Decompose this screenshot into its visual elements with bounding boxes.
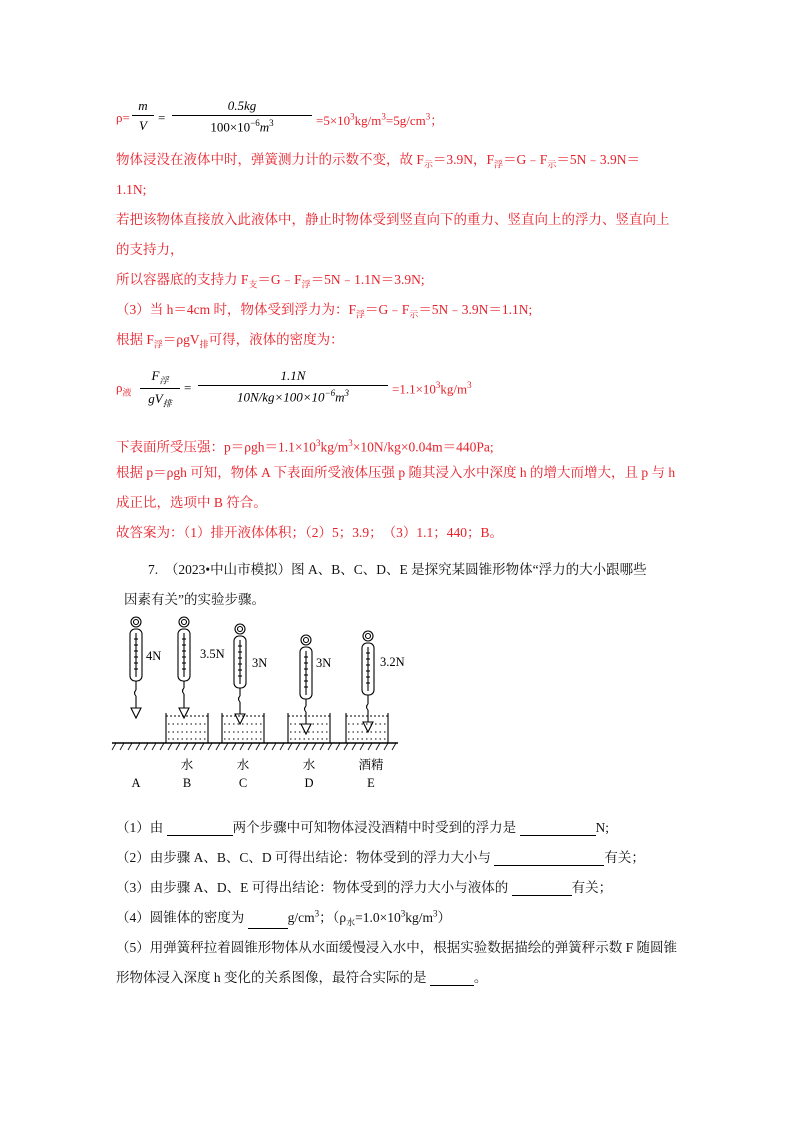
reading-c: 3N <box>252 656 268 670</box>
pressure-line: 下表面所受压强：$p=\rho gh=1.1\times 10^3kg/m^3\times 10N/kg\times 0.04m=440Pa$; <box>116 438 494 455</box>
density-formula-1: ρ= $\frac{m}{V}$ = $\frac{0.5kg}{100\times 10^{-6}m^3}$ $=5\times 10^3kg/m^3=5g/cm^3$； <box>116 98 444 135</box>
subquestion-1: （1）由 两个步骤中可知物体浸没酒精中时受到的浮力是 N; <box>116 820 609 835</box>
subquestion-5-line-2: 形物体浸入深度 h 变化的关系图像，最符合实际的是 。 <box>116 970 488 985</box>
density-formula-2: $\rho_液$ $F_浮$ $gV_排$ = $\frac{1.1N}{10N/kg\times 100\times 10^{-6}m^3}$ $=1.1\times 10^3kg/m^3$ <box>116 368 472 409</box>
label-e: E <box>367 776 375 790</box>
explanation-line-5: 所以容器底的支持力 $F_支=G﹣F_浮=5N﹣1.1N=3.9N$; <box>116 272 425 290</box>
label-b: B <box>182 776 192 790</box>
answer-blank-1b[interactable] <box>520 821 596 836</box>
numeric-fraction-2: $\frac{1.1N}{10N/kg\times 100\times 10^{-6}m^3}$ <box>198 368 388 405</box>
liquid-b: 水 <box>180 758 194 772</box>
answer-blank-1a[interactable] <box>167 821 233 836</box>
experiment-figure <box>112 612 405 797</box>
spring-scale-diagram <box>112 612 405 792</box>
numeric-fraction-1: $\frac{0.5kg}{100\times 10^{-6}m^3}$ <box>172 98 312 135</box>
answer-blank-3[interactable] <box>512 881 572 896</box>
rho-symbol: ρ= <box>116 110 130 125</box>
subquestion-4: （4）圆锥体的密度为 $g/cm^3$；$(\rho_水=1.0\times 10^3kg/m^3)$ <box>116 908 452 928</box>
reading-e: 3.2N <box>380 655 405 669</box>
spring-scale-d <box>300 635 312 734</box>
formula2-result: $=1.1\times 10^3kg/m^3$ <box>392 380 472 397</box>
answer-blank-2[interactable] <box>494 851 604 866</box>
label-c: C <box>238 776 248 790</box>
reason-line-2: 成正比，选项中 B 符合。 <box>116 495 267 510</box>
formula1-result: $=5\times 10^3kg/m^3=5g/cm^3$； <box>316 111 444 128</box>
spring-scale-e <box>362 631 374 732</box>
spring-scale-c <box>234 624 246 724</box>
subquestion-3: （3）由步骤 A、D、E 可得出结论：物体受到的浮力大小与液体的 有关； <box>116 880 613 895</box>
answer-blank-5[interactable] <box>430 971 474 986</box>
reading-d: 3N <box>316 656 332 670</box>
explanation-line-4: 的支持力， <box>116 242 184 257</box>
subquestion-2: （2）由步骤 A、B、C、D 可得出结论：物体受到的浮力大小与 有关； <box>116 850 645 865</box>
answer-line: 故答案为：（1）排开液体体积；（2）5；3.9； （3）1.1；440；B。 <box>116 525 504 540</box>
explanation-line-2: 1.1N; <box>116 182 147 197</box>
liquid-c: 水 <box>236 758 250 772</box>
label-d: D <box>304 776 314 790</box>
question-7-line-2: 因素有关”的实验步骤。 <box>124 592 265 607</box>
reason-line-1: 根据 p＝ρgh 可知，物体 A 下表面所受液体压强 p 随其浸入水中深度 h 的增大而增大，且 p 与 h <box>116 465 676 480</box>
explanation-line-3: 若把该物体直接放入此液体中，静止时物体受到竖直向下的重力、竖直向上的浮力、竖直向上 <box>116 212 670 227</box>
explanation-line-6: （3）当 h＝4cm 时，物体受到浮力为：$F_浮=G﹣F_示=5N﹣3.9N=1.1N$; <box>116 302 533 320</box>
spring-scale-b <box>178 617 190 718</box>
label-a: A <box>131 776 141 790</box>
spring-scale-a <box>130 617 142 718</box>
f-over-gv: $F_浮$ $gV_排$ <box>140 368 180 409</box>
reading-a: 4N <box>146 649 162 663</box>
question-7-line-1: 7. （2023•中山市模拟）图 A、B、C、D、E 是探究某圆锥形物体“浮力的大小跟哪些 <box>148 562 647 577</box>
subquestion-5-line-1: （5）用弹簧秤拉着圆锥形物体从水面缓慢浸入水中，根据实验数据描绘的弹簧秤示数 F 随圆锥 <box>116 940 678 955</box>
m-over-v: $\frac{m}{V}$ <box>132 98 154 134</box>
liquid-d: 水 <box>302 758 316 772</box>
explanation-line-7: 根据 $F_浮=\rho gV_排$可得，液体的密度为： <box>116 332 344 350</box>
reading-b: 3.5N <box>200 647 225 661</box>
explanation-line-1: 物体浸没在液体中时，弹簧测力计的示数不变，故 $F_示=3.9N$，$F_浮=G﹣F_示=5N﹣3.9N=$ <box>116 152 640 170</box>
answer-blank-4[interactable] <box>248 914 288 929</box>
liquid-e: 酒精 <box>358 758 384 772</box>
